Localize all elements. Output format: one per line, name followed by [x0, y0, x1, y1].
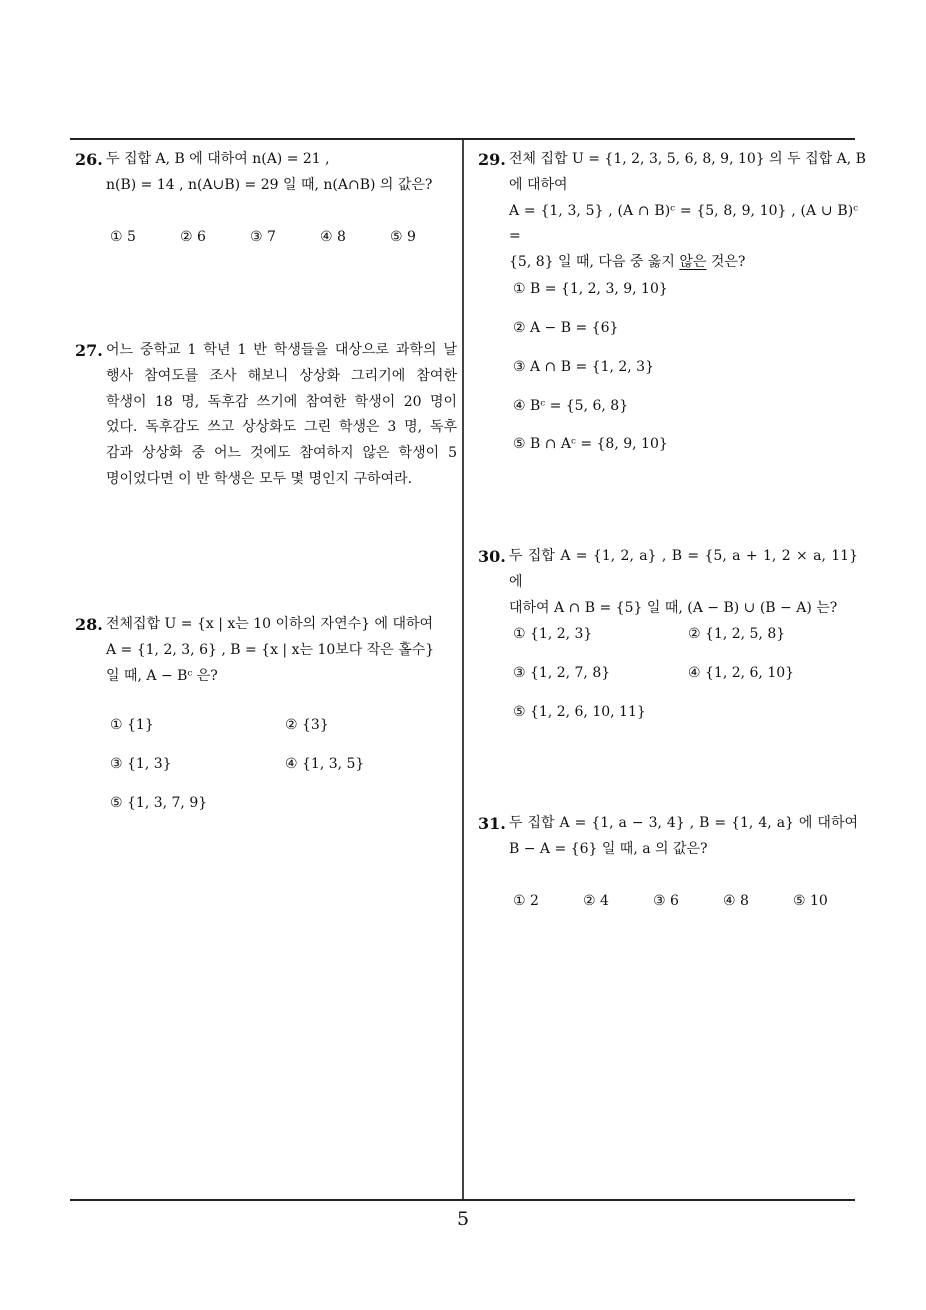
problem-number: 30. [478, 547, 506, 566]
choice-5[interactable]: ⑤ 9 [390, 229, 416, 245]
choice-5[interactable]: ⑤ 10 [793, 893, 828, 909]
problem-31 [478, 811, 858, 863]
choice-4[interactable]: ④ Bᶜ = {5, 6, 8} [513, 398, 629, 414]
problem-text-line: 행사 참여도를 조사 해보니 상상화 그리기에 참여한 [106, 367, 457, 384]
problem-text-line: 전체 집합 U = {1, 2, 3, 5, 6, 8, 9, 10} 의 두 집합 A, B [509, 151, 866, 167]
choice-1[interactable]: ① B = {1, 2, 3, 9, 10} [513, 281, 668, 297]
problem-number: 31. [478, 814, 506, 833]
problem-text-line: 두 집합 A, B 에 대하여 n(A) = 21 , [106, 151, 330, 167]
problem-text-line: 학생이 18 명, 독후감 쓰기에 참여한 학생이 20 명이 [106, 393, 457, 410]
problem-number: 29. [478, 150, 506, 169]
problem-29 [478, 147, 866, 276]
problem-30 [478, 544, 858, 621]
problem-text-line: 감과 상상화 중 어느 것에도 참여하지 않은 학생이 5 [106, 445, 457, 462]
choice-5[interactable]: ⑤ B ∩ Aᶜ = {8, 9, 10} [513, 436, 668, 452]
choice-5[interactable]: ⑤ {1, 2, 6, 10, 11} [513, 704, 646, 720]
choice-3[interactable]: ③ {1, 3} [110, 756, 172, 772]
choice-3[interactable]: ③ A ∩ B = {1, 2, 3} [513, 359, 654, 375]
choice-3[interactable]: ③ {1, 2, 7, 8} [513, 665, 611, 681]
choice-5[interactable]: ⑤ {1, 3, 7, 9} [110, 795, 208, 811]
problem-number: 28. [75, 615, 103, 634]
problem-number: 26. [75, 150, 103, 169]
problem-text-line: 두 집합 A = {1, 2, a} , B = {5, a + 1, 2 × a, 11} 에 [509, 548, 858, 590]
problem-text-line: 두 집합 A = {1, a − 3, 4} , B = {1, 4, a} 에 대하여 [509, 815, 858, 831]
problem-number: 27. [75, 341, 103, 360]
choice-4[interactable]: ④ 8 [723, 893, 749, 909]
choice-2[interactable]: ② A − B = {6} [513, 320, 619, 336]
problem-text-line: 에 대하여 [509, 176, 568, 193]
choice-4[interactable]: ④ {1, 2, 6, 10} [688, 665, 795, 681]
problem-text-line: B − A = {6} 일 때, a 의 값은? [509, 840, 708, 857]
problem-26 [75, 147, 460, 199]
column-divider [462, 140, 464, 1201]
choice-1[interactable]: ① {1} [110, 717, 154, 733]
page-number: 5 [456, 1208, 470, 1230]
choice-4[interactable]: ④ {1, 3, 5} [285, 756, 365, 772]
choice-3[interactable]: ③ 6 [653, 893, 679, 909]
problem-text-line: n(B) = 14 , n(A∪B) = 29 일 때, n(A∩B) 의 값은? [106, 176, 433, 193]
choice-2[interactable]: ② {3} [285, 717, 329, 733]
underlined-word: 않은 [679, 254, 707, 271]
text-segment: 것은? [706, 254, 746, 271]
problem-text-line: 전체집합 U = {x | x는 10 이하의 자연수} 에 대하여 [106, 616, 434, 632]
text-segment: {5, 8} 일 때, 다음 중 옳지 [509, 254, 680, 271]
choice-1[interactable]: ① 5 [110, 229, 136, 245]
problem-text-line: A = {1, 3, 5} , (A ∩ B)ᶜ = {5, 8, 9, 10} , (A ∪ B)ᶜ = [509, 202, 858, 245]
choice-2[interactable]: ② 6 [180, 229, 206, 245]
problem-28 [75, 612, 460, 689]
choice-3[interactable]: ③ 7 [250, 229, 276, 245]
choice-2[interactable]: ② 4 [583, 893, 609, 909]
problem-text-line: 일 때, A − Bᶜ 은? [106, 667, 218, 684]
problem-text-line: A = {1, 2, 3, 6} , B = {x | x는 10보다 작은 홀수} [106, 641, 435, 658]
choice-4[interactable]: ④ 8 [320, 229, 346, 245]
problem-text-line: 어느 중학교 1 학년 1 반 학생들을 대상으로 과학의 날 [106, 342, 457, 358]
choice-1[interactable]: ① 2 [513, 893, 539, 909]
choice-2[interactable]: ② {1, 2, 5, 8} [688, 626, 786, 642]
problem-text-line: 명이었다면 이 반 학생은 모두 몇 명인지 구하여라. [106, 470, 413, 487]
choice-1[interactable]: ① {1, 2, 3} [513, 626, 593, 642]
problem-text-line: 었다. 독후감도 쓰고 상상화도 그린 학생은 3 명, 독후 [106, 419, 457, 436]
problem-text-line: 대하여 A ∩ B = {5} 일 때, (A − B) ∪ (B − A) 는? [509, 599, 838, 616]
bottom-rule [70, 1199, 855, 1201]
problem-text-line [509, 250, 858, 276]
problem-27 [75, 338, 457, 493]
